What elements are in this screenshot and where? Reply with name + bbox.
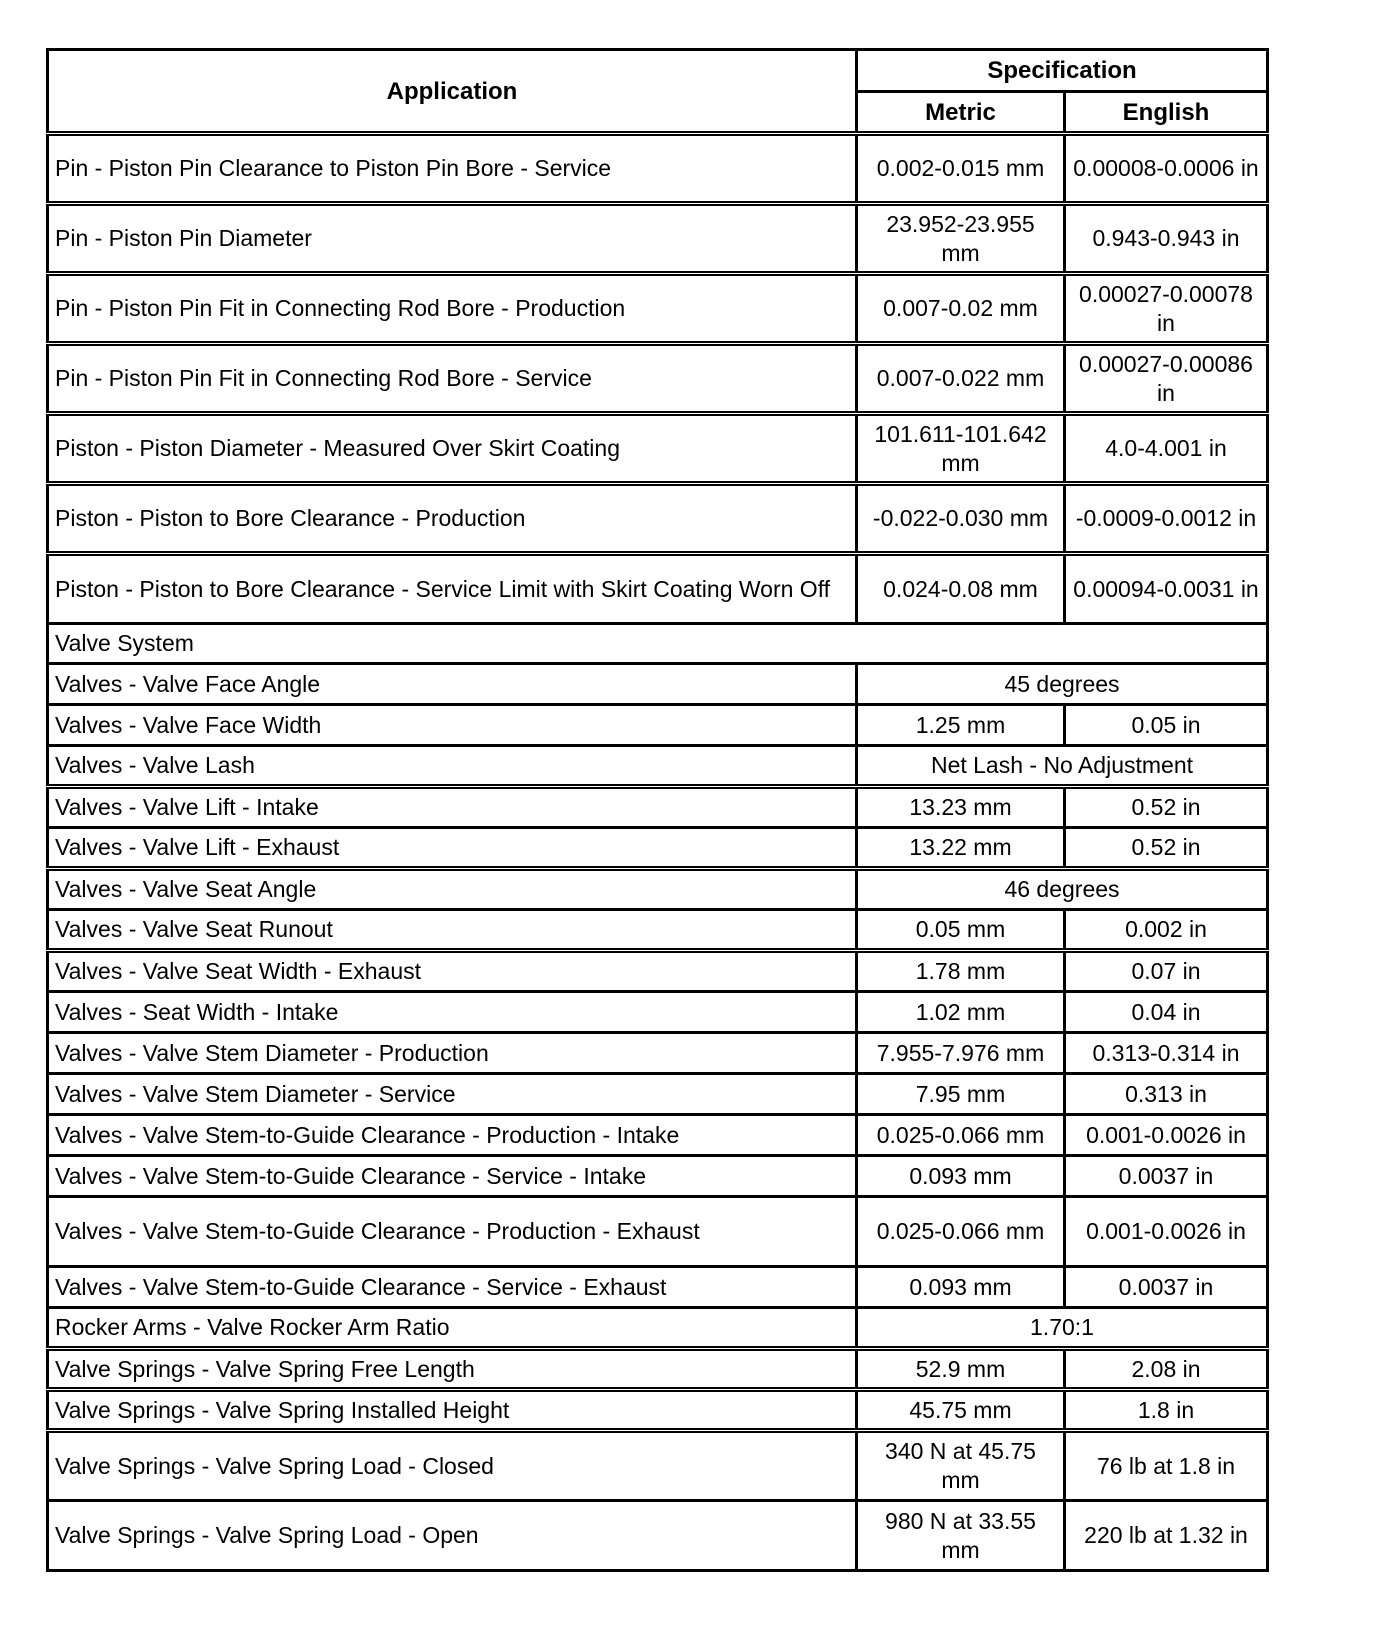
english-cell: 0.04 in — [1065, 992, 1268, 1033]
table-row — [48, 869, 1268, 910]
english-cell: 1.8 in — [1065, 1390, 1268, 1431]
english-cell: 0.313-0.314 in — [1065, 1033, 1268, 1074]
english-cell: 0.943-0.943 in — [1065, 204, 1268, 274]
application-cell: Valves - Valve Face Angle — [48, 664, 857, 705]
combined-value-cell: Net Lash - No Adjustment — [857, 746, 1268, 787]
application-cell: Valves - Valve Lash — [48, 746, 857, 787]
table-row — [48, 746, 1268, 787]
combined-value-cell: 46 degrees — [857, 869, 1268, 910]
application-cell: Valves - Valve Face Width — [48, 705, 857, 746]
metric-cell: 0.007-0.02 mm — [857, 274, 1065, 344]
table-row — [48, 787, 1268, 828]
table-row — [48, 1390, 1268, 1431]
table-row — [48, 910, 1268, 951]
metric-cell: 340 N at 45.75 mm — [857, 1431, 1065, 1501]
english-cell: 0.313 in — [1065, 1074, 1268, 1115]
english-cell: 0.52 in — [1065, 787, 1268, 828]
application-header: Application — [48, 50, 857, 134]
english-cell: 4.0-4.001 in — [1065, 414, 1268, 484]
metric-cell: 0.007-0.022 mm — [857, 344, 1065, 414]
application-cell: Valves - Valve Lift - Exhaust — [48, 828, 857, 869]
table-row — [48, 484, 1268, 554]
metric-cell: 1.25 mm — [857, 705, 1065, 746]
metric-cell: 52.9 mm — [857, 1349, 1065, 1390]
table-row — [48, 705, 1268, 746]
english-cell: 0.001-0.0026 in — [1065, 1197, 1268, 1267]
application-cell: Pin - Piston Pin Diameter — [48, 204, 857, 274]
combined-value-cell: 45 degrees — [857, 664, 1268, 705]
english-cell: 0.07 in — [1065, 951, 1268, 992]
application-cell: Piston - Piston to Bore Clearance - Production — [48, 484, 857, 554]
table-row — [48, 1501, 1268, 1571]
table-row — [48, 1074, 1268, 1115]
application-cell: Valves - Valve Stem Diameter - Service — [48, 1074, 857, 1115]
specification-header: Specification — [857, 50, 1268, 92]
metric-cell: 7.955-7.976 mm — [857, 1033, 1065, 1074]
application-cell: Valve Springs - Valve Spring Free Length — [48, 1349, 857, 1390]
table-row — [48, 414, 1268, 484]
application-cell: Valves - Valve Stem-to-Guide Clearance - Service - Intake — [48, 1156, 857, 1197]
application-cell: Valves - Valve Seat Angle — [48, 869, 857, 910]
metric-cell: 0.025-0.066 mm — [857, 1115, 1065, 1156]
combined-value-cell: 1.70:1 — [857, 1308, 1268, 1349]
header-row — [48, 50, 1268, 92]
table-row — [48, 828, 1268, 869]
table-row — [48, 951, 1268, 992]
application-cell: Pin - Piston Pin Clearance to Piston Pin Bore - Service — [48, 134, 857, 204]
table-row — [48, 1033, 1268, 1074]
metric-cell: 0.024-0.08 mm — [857, 554, 1065, 624]
application-cell: Valve Springs - Valve Spring Load - Open — [48, 1501, 857, 1571]
application-cell: Pin - Piston Pin Fit in Connecting Rod Bore - Production — [48, 274, 857, 344]
table-row — [48, 1267, 1268, 1308]
english-cell: 0.00094-0.0031 in — [1065, 554, 1268, 624]
english-cell: 0.05 in — [1065, 705, 1268, 746]
application-cell: Valves - Valve Seat Width - Exhaust — [48, 951, 857, 992]
table-row — [48, 554, 1268, 624]
metric-cell: 0.05 mm — [857, 910, 1065, 951]
english-cell: 0.52 in — [1065, 828, 1268, 869]
english-cell: -0.0009-0.0012 in — [1065, 484, 1268, 554]
table-row — [48, 1115, 1268, 1156]
application-cell: Valves - Valve Seat Runout — [48, 910, 857, 951]
application-cell: Valves - Valve Stem Diameter - Production — [48, 1033, 857, 1074]
table-row — [48, 992, 1268, 1033]
metric-cell: 23.952-23.955 mm — [857, 204, 1065, 274]
metric-cell: 13.22 mm — [857, 828, 1065, 869]
application-cell: Valves - Valve Stem-to-Guide Clearance - Production - Exhaust — [48, 1197, 857, 1267]
metric-cell: 13.23 mm — [857, 787, 1065, 828]
metric-cell: 0.093 mm — [857, 1156, 1065, 1197]
metric-cell: -0.022-0.030 mm — [857, 484, 1065, 554]
english-cell: 2.08 in — [1065, 1349, 1268, 1390]
specification-table — [46, 48, 1269, 1572]
table-row — [48, 1197, 1268, 1267]
metric-cell: 0.002-0.015 mm — [857, 134, 1065, 204]
table-row — [48, 664, 1268, 705]
table-row — [48, 274, 1268, 344]
application-cell: Valves - Valve Stem-to-Guide Clearance - Service - Exhaust — [48, 1267, 857, 1308]
application-cell: Valves - Valve Stem-to-Guide Clearance - Production - Intake — [48, 1115, 857, 1156]
table-row — [48, 1156, 1268, 1197]
metric-cell: 45.75 mm — [857, 1390, 1065, 1431]
section-row — [48, 624, 1268, 664]
metric-cell: 0.093 mm — [857, 1267, 1065, 1308]
english-cell: 0.002 in — [1065, 910, 1268, 951]
table-row — [48, 1308, 1268, 1349]
english-cell: 0.001-0.0026 in — [1065, 1115, 1268, 1156]
table-row — [48, 204, 1268, 274]
english-header: English — [1065, 92, 1268, 134]
application-cell: Valves - Seat Width - Intake — [48, 992, 857, 1033]
application-cell: Rocker Arms - Valve Rocker Arm Ratio — [48, 1308, 857, 1349]
application-cell: Valve Springs - Valve Spring Installed Height — [48, 1390, 857, 1431]
section-title: Valve System — [48, 624, 1268, 664]
application-cell: Valve Springs - Valve Spring Load - Closed — [48, 1431, 857, 1501]
metric-header: Metric — [857, 92, 1065, 134]
metric-cell: 0.025-0.066 mm — [857, 1197, 1065, 1267]
metric-cell: 7.95 mm — [857, 1074, 1065, 1115]
application-cell: Piston - Piston Diameter - Measured Over Skirt Coating — [48, 414, 857, 484]
table-row — [48, 1431, 1268, 1501]
metric-cell: 1.78 mm — [857, 951, 1065, 992]
english-cell: 0.00027-0.00078 in — [1065, 274, 1268, 344]
application-cell: Pin - Piston Pin Fit in Connecting Rod Bore - Service — [48, 344, 857, 414]
english-cell: 220 lb at 1.32 in — [1065, 1501, 1268, 1571]
table-row — [48, 1349, 1268, 1390]
metric-cell: 101.611-101.642 mm — [857, 414, 1065, 484]
english-cell: 0.0037 in — [1065, 1267, 1268, 1308]
table-row — [48, 344, 1268, 414]
english-cell: 0.0037 in — [1065, 1156, 1268, 1197]
metric-cell: 980 N at 33.55 mm — [857, 1501, 1065, 1571]
english-cell: 76 lb at 1.8 in — [1065, 1431, 1268, 1501]
english-cell: 0.00027-0.00086 in — [1065, 344, 1268, 414]
table-row — [48, 134, 1268, 204]
application-cell: Valves - Valve Lift - Intake — [48, 787, 857, 828]
metric-cell: 1.02 mm — [857, 992, 1065, 1033]
english-cell: 0.00008-0.0006 in — [1065, 134, 1268, 204]
application-cell: Piston - Piston to Bore Clearance - Service Limit with Skirt Coating Worn Off — [48, 554, 857, 624]
